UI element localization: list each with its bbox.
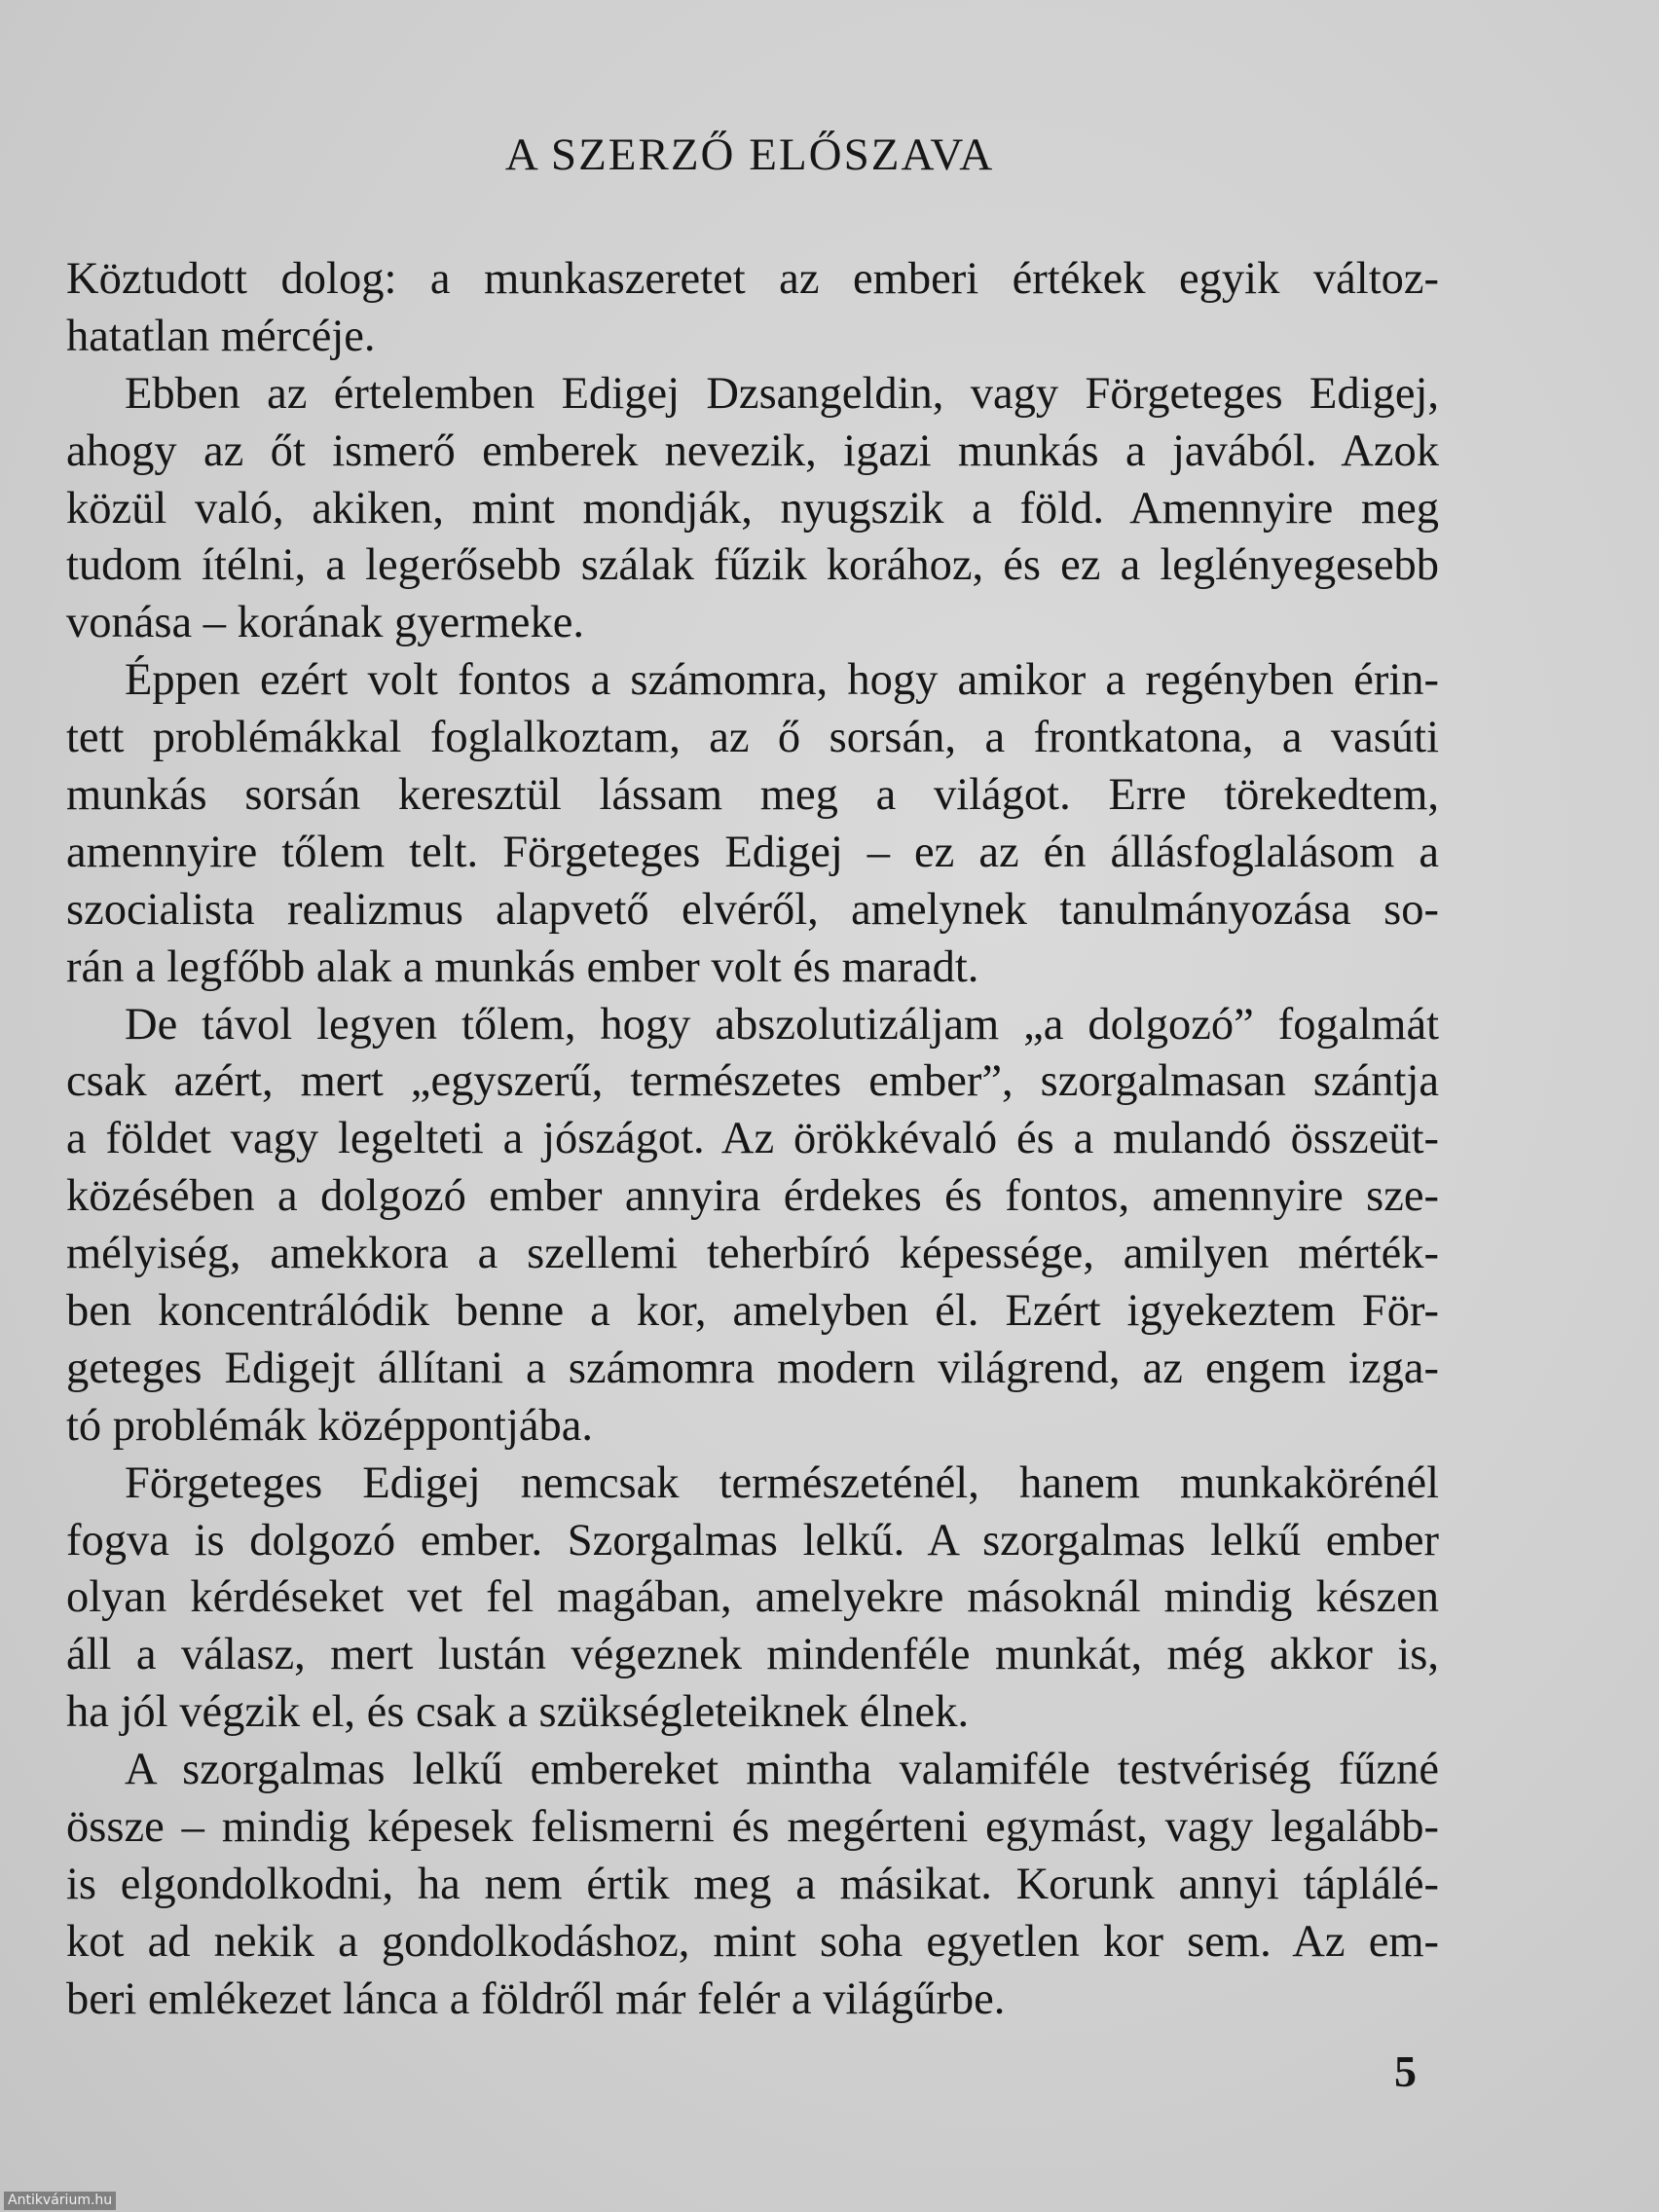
text-line: Förgeteges Edigej nemcsak természeténél, hanem munkakörénél xyxy=(125,1457,1439,1508)
text-line: geteges Edigejt állítani a számomra modern világrend, az engem izga- xyxy=(66,1343,1439,1393)
text-line: Ebben az értelemben Edigej Dzsangeldin, vagy Förgeteges Edigej, xyxy=(125,368,1439,419)
watermark: Antikvárium.hu xyxy=(4,2192,116,2210)
text-line: tudom ítélni, a legerősebb szálak fűzik korához, és ez a leglényegesebb xyxy=(66,540,1439,591)
text-line: olyan kérdéseket vet fel magában, amelyekre másoknál mindig készen xyxy=(66,1572,1439,1623)
text-line: hatatlan mércéje. xyxy=(66,311,376,361)
text-line: mélyiség, amekkora a szellemi teherbíró képessége, amilyen mérték- xyxy=(66,1229,1439,1279)
text-line: ha jól végzik el, és csak a szükségleteiknek élnek. xyxy=(66,1687,970,1738)
page-number: 5 xyxy=(1394,2046,1417,2096)
text-line: Köztudott dolog: a munkaszeretet az emberi értékek egyik változ- xyxy=(66,254,1439,304)
text-line: ben koncentrálódik benne a kor, amelyben él. Ezért igyekeztem För- xyxy=(66,1286,1439,1337)
text-line: A szorgalmas lelkű embereket mintha valamiféle testvériség fűzné xyxy=(125,1745,1439,1795)
text-line: közül való, akiken, mint mondják, nyugszik a föld. Amennyire meg xyxy=(66,483,1439,534)
text-line: közésében a dolgozó ember annyira érdekes és fontos, amennyire sze- xyxy=(66,1171,1439,1222)
text-line: Éppen ezért volt fontos a számomra, hogy amikor a regényben érin- xyxy=(125,655,1439,706)
text-line: munkás sorsán keresztül lássam meg a világot. Erre törekedtem, xyxy=(66,770,1439,821)
text-line: rán a legfőbb alak a munkás ember volt és maradt. xyxy=(66,941,979,992)
text-line: fogva is dolgozó ember. Szorgalmas lelkű. A szorgalmas lelkű ember xyxy=(66,1515,1439,1566)
text-line: vonása – korának gyermeke. xyxy=(66,598,584,648)
text-line: amennyire tőlem telt. Förgeteges Edigej – ez az én állásfoglalásom a xyxy=(66,827,1439,877)
text-line: is elgondolkodni, ha nem értik meg a másikat. Korunk annyi táplálé- xyxy=(66,1859,1439,1909)
text-line: ahogy az őt ismerő emberek nevezik, igazi munkás a javából. Azok xyxy=(66,425,1439,476)
text-line: össze – mindig képesek felismerni és megérteni egymást, vagy legalább- xyxy=(66,1802,1439,1853)
text-line: tó problémák középpontjába. xyxy=(66,1400,594,1451)
text-line: szocialista realizmus alapvető elvéről, amelynek tanulmányozása so- xyxy=(66,884,1439,935)
chapter-title: A SZERZŐ ELŐSZAVA xyxy=(504,129,995,180)
text-line: De távol legyen tőlem, hogy abszolutizáljam „a dolgozó” fogalmát xyxy=(125,999,1439,1050)
text-line: a földet vagy legelteti a jószágot. Az örökkévaló és a mulandó összeüt- xyxy=(66,1114,1439,1164)
text-line: csak azért, mert „egyszerű, természetes ember”, szorgalmasan szántja xyxy=(66,1056,1439,1107)
text-line: tett problémákkal foglalkoztam, az ő sorsán, a frontkatona, a vasúti xyxy=(66,713,1439,763)
text-line: áll a válasz, mert lustán végeznek mindenféle munkát, még akkor is, xyxy=(66,1630,1439,1680)
text-line: kot ad nekik a gondolkodáshoz, mint soha egyetlen kor sem. Az em- xyxy=(66,1916,1439,1967)
body-text xyxy=(66,251,1439,2029)
text-line: beri emlékezet lánca a földről már felér a világűrbe. xyxy=(66,1973,1006,2024)
